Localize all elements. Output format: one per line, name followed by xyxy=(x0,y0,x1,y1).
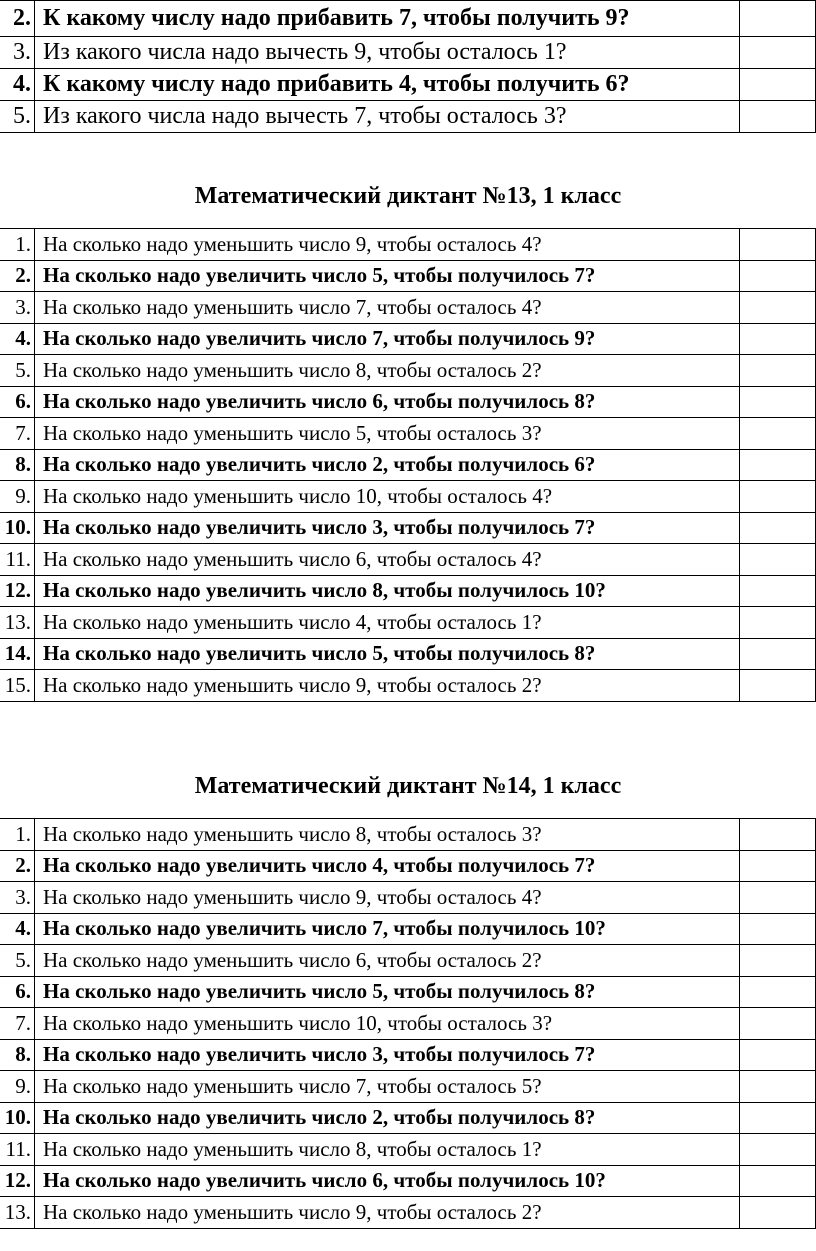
question-row xyxy=(0,418,816,450)
question-row xyxy=(0,1008,816,1040)
question-text: На сколько надо уменьшить число 4, чтобы осталось 1? xyxy=(35,607,740,639)
question-text: На сколько надо увеличить число 7, чтобы получилось 10? xyxy=(35,913,740,945)
answer-cell xyxy=(740,229,816,261)
question-row xyxy=(0,1039,816,1071)
question-number: 7. xyxy=(0,1008,35,1040)
question-row xyxy=(0,355,816,387)
question-number: 2. xyxy=(0,850,35,882)
question-number: 4. xyxy=(0,913,35,945)
question-number: 6. xyxy=(0,386,35,418)
question-number: 7. xyxy=(0,418,35,450)
question-row xyxy=(0,260,816,292)
answer-cell xyxy=(740,1008,816,1040)
question-row xyxy=(0,913,816,945)
question-text: К какому числу надо прибавить 7, чтобы получить 9? xyxy=(35,1,740,37)
question-text: Из какого числа надо вычесть 7, чтобы осталось 3? xyxy=(35,101,740,133)
question-row xyxy=(0,101,816,133)
question-text: К какому числу надо прибавить 4, чтобы получить 6? xyxy=(35,69,740,101)
question-row xyxy=(0,386,816,418)
answer-cell xyxy=(740,101,816,133)
answer-cell xyxy=(740,819,816,851)
dictation-14-table-body xyxy=(0,819,816,1229)
dictation-14-title: Математический диктант №14, 1 класс xyxy=(194,773,622,799)
question-number: 3. xyxy=(0,37,35,69)
question-number: 3. xyxy=(0,292,35,324)
question-number: 12. xyxy=(0,1165,35,1197)
question-number: 12. xyxy=(0,575,35,607)
question-row xyxy=(0,638,816,670)
question-row xyxy=(0,607,816,639)
question-row xyxy=(0,1197,816,1229)
answer-cell xyxy=(740,1071,816,1103)
question-text: На сколько надо увеличить число 2, чтобы получилось 6? xyxy=(35,449,740,481)
question-text: На сколько надо увеличить число 6, чтобы получилось 10? xyxy=(35,1165,740,1197)
question-number: 11. xyxy=(0,544,35,576)
question-row xyxy=(0,449,816,481)
answer-cell xyxy=(740,1165,816,1197)
answer-cell xyxy=(740,1,816,37)
question-text: На сколько надо уменьшить число 8, чтобы осталось 1? xyxy=(35,1134,740,1166)
question-number: 2. xyxy=(0,260,35,292)
answer-cell xyxy=(740,386,816,418)
question-number: 13. xyxy=(0,607,35,639)
question-text: На сколько надо уменьшить число 9, чтобы осталось 2? xyxy=(35,1197,740,1229)
question-number: 10. xyxy=(0,512,35,544)
question-text: На сколько надо увеличить число 5, чтобы получилось 8? xyxy=(35,638,740,670)
question-text: На сколько надо уменьшить число 7, чтобы осталось 4? xyxy=(35,292,740,324)
question-number: 9. xyxy=(0,481,35,513)
answer-cell xyxy=(740,37,816,69)
question-row xyxy=(0,69,816,101)
question-text: На сколько надо уменьшить число 6, чтобы осталось 2? xyxy=(35,945,740,977)
question-number: 4. xyxy=(0,323,35,355)
question-row xyxy=(0,229,816,261)
question-row xyxy=(0,1102,816,1134)
answer-cell xyxy=(740,1102,816,1134)
question-text: На сколько надо уменьшить число 8, чтобы осталось 2? xyxy=(35,355,740,387)
question-number: 10. xyxy=(0,1102,35,1134)
question-number: 5. xyxy=(0,355,35,387)
question-row xyxy=(0,1134,816,1166)
answer-cell xyxy=(740,575,816,607)
top-question-table-body xyxy=(0,1,816,133)
question-text: На сколько надо увеличить число 5, чтобы получилось 7? xyxy=(35,260,740,292)
question-text: На сколько надо уменьшить число 5, чтобы осталось 3? xyxy=(35,418,740,450)
question-row xyxy=(0,1071,816,1103)
dictation-13-table xyxy=(0,228,816,702)
question-row xyxy=(0,1165,816,1197)
answer-cell xyxy=(740,355,816,387)
question-text: На сколько надо уменьшить число 10, чтобы осталось 4? xyxy=(35,481,740,513)
question-row xyxy=(0,882,816,914)
question-text: На сколько надо уменьшить число 9, чтобы осталось 4? xyxy=(35,229,740,261)
answer-cell xyxy=(740,323,816,355)
question-text: На сколько надо увеличить число 3, чтобы получилось 7? xyxy=(35,1039,740,1071)
question-text: На сколько надо уменьшить число 9, чтобы осталось 2? xyxy=(35,670,740,702)
question-text: На сколько надо увеличить число 5, чтобы получилось 8? xyxy=(35,976,740,1008)
question-number: 3. xyxy=(0,882,35,914)
question-row xyxy=(0,481,816,513)
question-text: На сколько надо увеличить число 3, чтобы получилось 7? xyxy=(35,512,740,544)
answer-cell xyxy=(740,882,816,914)
question-row xyxy=(0,670,816,702)
question-number: 13. xyxy=(0,1197,35,1229)
question-row xyxy=(0,37,816,69)
question-text: На сколько надо уменьшить число 7, чтобы осталось 5? xyxy=(35,1071,740,1103)
question-text: Из какого числа надо вычесть 9, чтобы осталось 1? xyxy=(35,37,740,69)
question-text: На сколько надо уменьшить число 9, чтобы осталось 4? xyxy=(35,882,740,914)
question-row xyxy=(0,323,816,355)
question-number: 8. xyxy=(0,449,35,481)
answer-cell xyxy=(740,1197,816,1229)
question-row xyxy=(0,575,816,607)
answer-cell xyxy=(740,1134,816,1166)
question-number: 5. xyxy=(0,945,35,977)
question-text: На сколько надо уменьшить число 8, чтобы осталось 3? xyxy=(35,819,740,851)
question-number: 8. xyxy=(0,1039,35,1071)
question-row xyxy=(0,544,816,576)
question-row xyxy=(0,819,816,851)
answer-cell xyxy=(740,449,816,481)
answer-cell xyxy=(740,418,816,450)
answer-cell xyxy=(740,544,816,576)
question-text: На сколько надо увеличить число 2, чтобы получилось 8? xyxy=(35,1102,740,1134)
answer-cell xyxy=(740,292,816,324)
question-number: 4. xyxy=(0,69,35,101)
question-number: 2. xyxy=(0,1,35,37)
dictation-13-title: Математический диктант №13, 1 класс xyxy=(194,183,622,209)
answer-cell xyxy=(740,512,816,544)
question-row xyxy=(0,850,816,882)
answer-cell xyxy=(740,69,816,101)
question-number: 1. xyxy=(0,229,35,261)
question-text: На сколько надо уменьшить число 10, чтобы осталось 3? xyxy=(35,1008,740,1040)
answer-cell xyxy=(740,670,816,702)
question-row xyxy=(0,1,816,37)
question-text: На сколько надо увеличить число 4, чтобы получилось 7? xyxy=(35,850,740,882)
dictation-13-table-body xyxy=(0,229,816,702)
answer-cell xyxy=(740,607,816,639)
dictation-14-table xyxy=(0,818,816,1229)
question-row xyxy=(0,512,816,544)
question-text: На сколько надо уменьшить число 6, чтобы осталось 4? xyxy=(35,544,740,576)
answer-cell xyxy=(740,260,816,292)
answer-cell xyxy=(740,945,816,977)
answer-cell xyxy=(740,850,816,882)
question-row xyxy=(0,292,816,324)
question-text: На сколько надо увеличить число 6, чтобы получилось 8? xyxy=(35,386,740,418)
question-row xyxy=(0,945,816,977)
question-number: 11. xyxy=(0,1134,35,1166)
question-number: 14. xyxy=(0,638,35,670)
question-number: 9. xyxy=(0,1071,35,1103)
question-text: На сколько надо увеличить число 7, чтобы получилось 9? xyxy=(35,323,740,355)
question-row xyxy=(0,976,816,1008)
answer-cell xyxy=(740,913,816,945)
answer-cell xyxy=(740,638,816,670)
question-number: 5. xyxy=(0,101,35,133)
question-number: 15. xyxy=(0,670,35,702)
question-number: 1. xyxy=(0,819,35,851)
question-text: На сколько надо увеличить число 8, чтобы получилось 10? xyxy=(35,575,740,607)
answer-cell xyxy=(740,1039,816,1071)
top-question-table xyxy=(0,0,816,133)
answer-cell xyxy=(740,976,816,1008)
answer-cell xyxy=(740,481,816,513)
question-number: 6. xyxy=(0,976,35,1008)
